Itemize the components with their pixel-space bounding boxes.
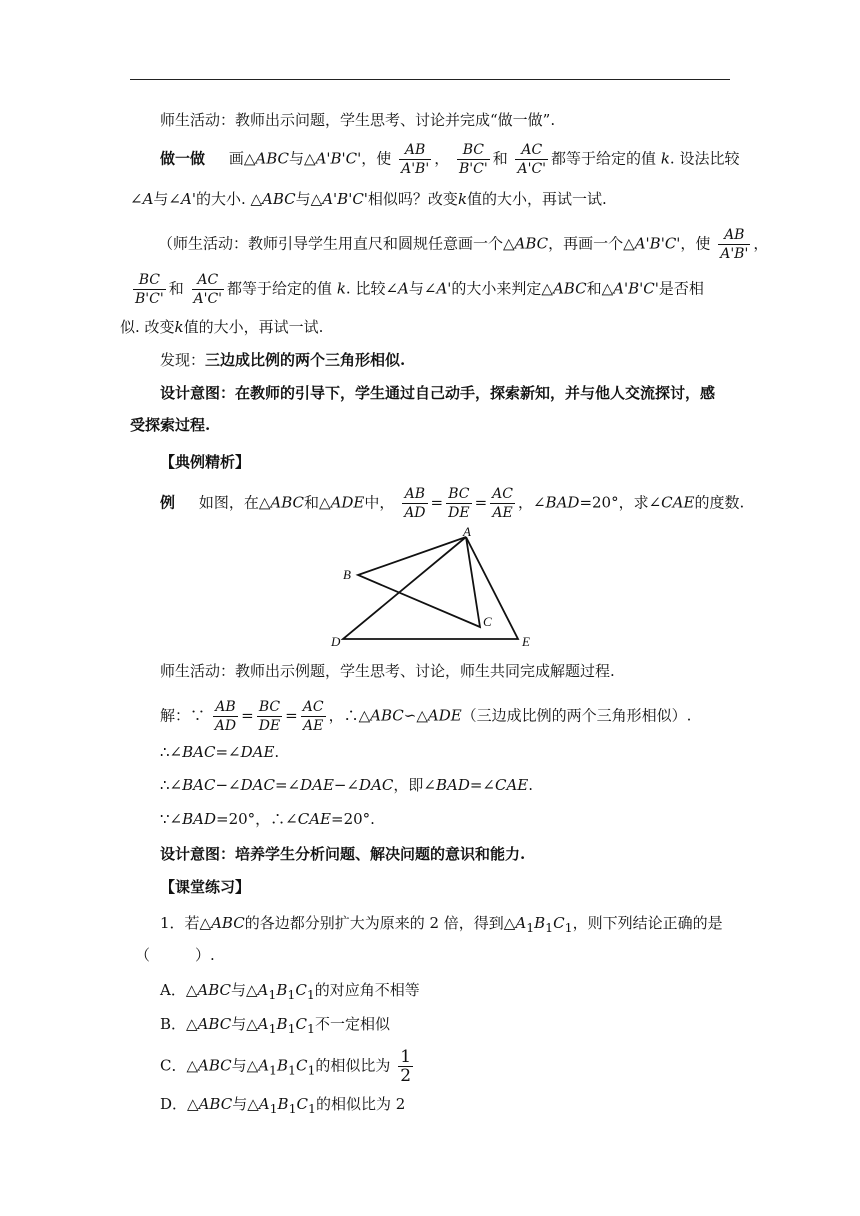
try-it-line-1: 做一做 画△ABC与△A'B'C'，使 $\frac{AB}{A'B'}$ ， $\frac{BC}{B'C'}$ 和 $\frac{AC}{A'C'}$ 都等于给定的值 k. 设法比较 [160, 142, 740, 177]
example-heading: 【典例精析】 [160, 453, 251, 471]
label-a: A [463, 525, 471, 539]
try-it-title: 做一做 [160, 149, 206, 168]
option-c[interactable]: C．△ABC与$\triangle A_1B_1C_1$的相似比为 $\frac{1}{2}$ [160, 1047, 412, 1086]
triangle-abc [358, 537, 480, 627]
practice-heading: 【课堂练习】 [160, 878, 251, 896]
question-1: 1．若△ABC的各边都分别扩大为原来的 2 倍，得到$\triangle A_1B_1C_1$，则下列结论正确的是 [160, 914, 723, 935]
solution-line-1: 解：∵ $\frac{AB}{AD}$ = $\frac{BC}{DE}$ = $\frac{AC}{AE}$ ，∴△ABC∽△ADE（三边成比例的两个三角形相似）. [160, 699, 692, 734]
triangle-figure [325, 525, 550, 650]
guide-line-1: （师生活动：教师引导学生用直尺和圆规任意画一个△ABC，再画一个△A'B'C'，使 $\frac{AB}{A'B'}$ ， [158, 227, 769, 262]
option-b[interactable]: B．△ABC与$\triangle A_1B_1C_1$不一定相似 [160, 1015, 390, 1036]
design-intent-1-line-2: 受探索过程. [130, 416, 211, 434]
label-e: E [522, 634, 530, 649]
solution-line-2: ∴∠BAC=∠DAE. [160, 743, 280, 761]
example-problem: 例 如图，在△ABC和△ADE中， $\frac{AB}{AD}$ = $\frac{BC}{DE}$ = $\frac{AC}{AE}$ ，∠BAD=20°，求∠CAE的度数. [160, 486, 745, 521]
design-intent-2: 设计意图：培养学生分析问题、解决问题的意识和能力. [160, 845, 526, 863]
try-it-line-2: ∠A与∠A'的大小. △ABC与△A'B'C'相似吗？改变k值的大小，再试一试. [130, 190, 607, 208]
guide-line-3: 似. 改变k值的大小，再试一试. [120, 318, 324, 336]
fraction-ac: $\frac{AC}{A'C'}$ [517, 142, 547, 177]
triangle-ade [343, 537, 518, 639]
fraction-one-half: $\frac{1}{2}$ [400, 1047, 412, 1086]
discovery: 发现：三边成比例的两个三角形相似. [160, 351, 406, 369]
fraction-bc: $\frac{BC}{B'C'}$ [458, 142, 488, 177]
teacher-activity-2: 师生活动：教师出示例题，学生思考、讨论，师生共同完成解题过程. [160, 662, 615, 680]
label-b: B [343, 567, 351, 582]
solution-line-4: ∵∠BAD=20°，∴∠CAE=20°. [160, 810, 375, 828]
guide-line-2: $\frac{BC}{B'C'}$ 和 $\frac{AC}{A'C'}$ 都等于给定的值 k. 比较∠A与∠A'的大小来判定△ABC和△A'B'C'是否相 [135, 272, 704, 307]
header-rule [130, 79, 730, 80]
label-d: D [331, 634, 341, 649]
guide-fraction-ab: $\frac{AB}{A'B'}$ [720, 227, 749, 262]
design-intent-1-line-1: 设计意图：在教师的引导下，学生通过自己动手，探索新知，并与他人交流探讨，感 [160, 384, 716, 402]
question-1-answer-blank[interactable]: （ ）. [135, 946, 215, 964]
teacher-activity-1: 师生活动：教师出示问题，学生思考、讨论并完成“做一做”. [160, 111, 556, 129]
solution-line-3: ∴∠BAC−∠DAC=∠DAE−∠DAC，即∠BAD=∠CAE. [160, 776, 534, 794]
option-d[interactable]: D．△ABC与$\triangle A_1B_1C_1$的相似比为 2 [160, 1095, 406, 1116]
guide-fraction-ac: $\frac{AC}{A'C'}$ [193, 272, 223, 307]
option-a[interactable]: A．△ABC与$\triangle A_1B_1C_1$的对应角不相等 [160, 981, 420, 1002]
fraction-ab: $\frac{AB}{A'B'}$ [401, 142, 430, 177]
guide-fraction-bc: $\frac{BC}{B'C'}$ [135, 272, 164, 307]
label-c: C [483, 614, 492, 629]
